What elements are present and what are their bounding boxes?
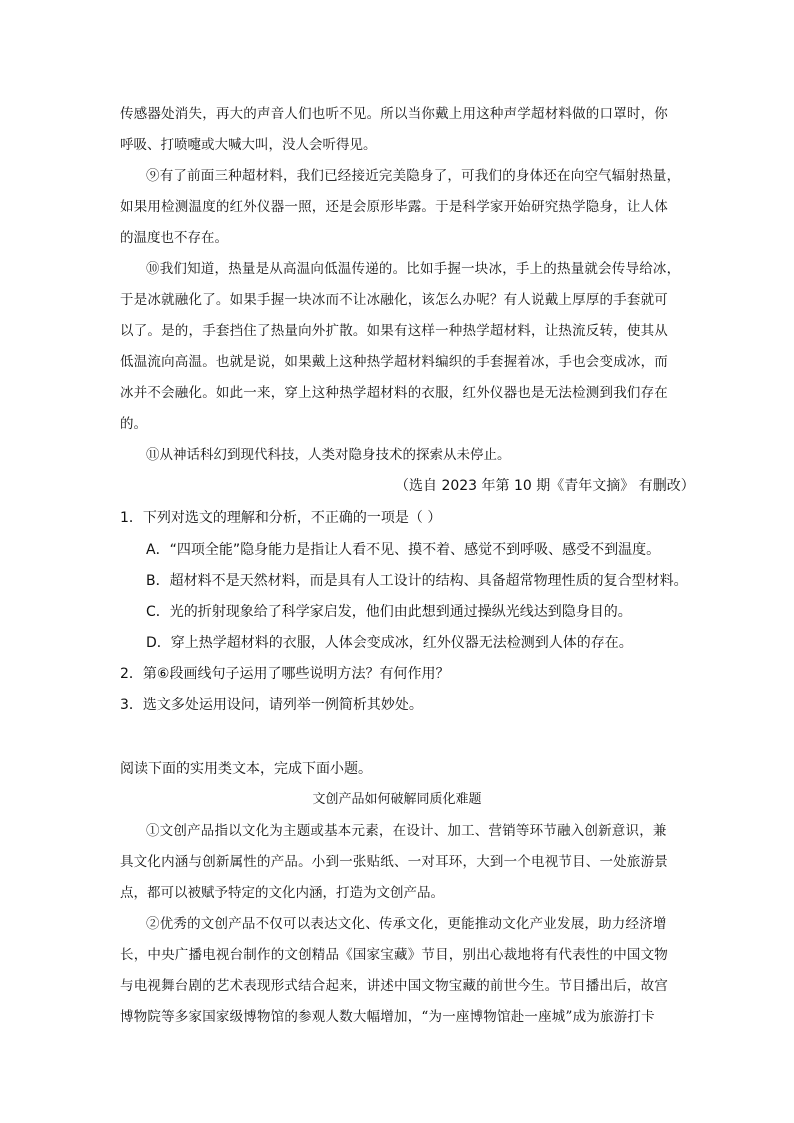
article-paragraph-2-line-3: 与电视舞台剧的艺术表现形式结合起来，讲述中国文物宝藏的前世今生。节目播出后，故宫 <box>120 978 668 994</box>
paragraph-10-line-3: 以了。是的，手套挡住了热量向外扩散。如果有这样一种热学超材料，让热流反转，使其从 <box>120 323 668 339</box>
paragraph-11-line-1: ⑪从神话科幻到现代科技，人类对隐身技术的探索从未停止。 <box>146 447 511 463</box>
source-citation: （选自 2023 年第 10 期《青年文摘》 有删改） <box>395 478 695 494</box>
section-2-intro: 阅读下面的实用类文本，完成下面小题。 <box>120 761 372 777</box>
question-1: 1．下列对选文的理解和分析，不正确的一项是（ ） <box>120 510 442 526</box>
question-2: 2．第⑥段画线句子运用了哪些说明方法？有何作用？ <box>120 666 450 682</box>
passage1-line-1: 传感器处消失，再大的声音人们也听不见。所以当你戴上用这种声学超材料做的口罩时，你 <box>120 106 668 122</box>
article-paragraph-2-line-1: ②优秀的文创产品不仅可以表达文化、传承文化，更能推动文化产业发展，助力经济增 <box>146 916 667 932</box>
paragraph-10-line-1: ⑩我们知道，热量是从高温向低温传递的。比如手握一块冰，手上的热量就会传导给冰， <box>146 261 681 277</box>
paragraph-10-line-4: 低温流向高温。也就是说，如果戴上这种热学超材料编织的手套握着冰，手也会变成冰，而 <box>120 354 668 370</box>
passage1-line-2: 呼吸、打喷嚏或大喊大叫，没人会听得见。 <box>120 137 377 153</box>
article-paragraph-2-line-4: 博物院等多家国家级博物馆的参观人数大幅增加，“为一座博物馆赴一座城”成为旅游打卡 <box>120 1009 655 1025</box>
paragraph-9-line-1: ⑨有了前面三种超材料，我们已经接近完美隐身了，可我们的身体还在向空气辐射热量， <box>146 168 681 184</box>
paragraph-9-line-3: 的温度也不存在。 <box>120 230 228 246</box>
article-paragraph-2-line-2: 长，中央广播电视台制作的文创精品《国家宝藏》节目，别出心裁地将有代表性的中国文物 <box>120 947 668 963</box>
article-paragraph-1-line-1: ①文创产品指以文化为主题或基本元素，在设计、加工、营销等环节融入创新意识，兼 <box>146 823 667 839</box>
question-1-option-a: A．“四项全能”隐身能力是指让人看不见、摸不着、感觉不到呼吸、感受不到温度。 <box>146 542 661 558</box>
question-3: 3．选文多处运用设问，请列举一例简析其妙处。 <box>120 697 423 713</box>
article-title: 文创产品如何破解同质化难题 <box>312 792 482 807</box>
paragraph-10-line-2: 于是冰就融化了。如果手握一块冰而不让冰融化，该怎么办呢？有人说戴上厚厚的手套就可 <box>120 292 668 308</box>
paragraph-9-line-2: 如果用检测温度的红外仪器一照，还是会原形毕露。于是科学家开始研究热学隐身，让人体 <box>120 199 668 215</box>
article-paragraph-1-line-3: 点，都可以被赋予特定的文化内涵，打造为文创产品。 <box>120 885 444 901</box>
question-1-option-b: B．超材料不是天然材料，而是具有人工设计的结构、具备超常物理性质的复合型材料。 <box>146 573 688 589</box>
question-1-option-d: D．穿上热学超材料的衣服，人体会变成冰，红外仪器无法检测到人体的存在。 <box>146 635 633 651</box>
paragraph-10-line-5: 冰并不会融化。如此一来，穿上这种热学超材料的衣服，红外仪器也是无法检测到我们存在 <box>120 385 668 401</box>
article-paragraph-1-line-2: 具文化内涵与创新属性的产品。小到一张贴纸、一对耳环，大到一个电视节目、一处旅游景 <box>120 854 668 870</box>
question-1-option-c: C．光的折射现象给了科学家启发，他们由此想到通过操纵光线达到隐身目的。 <box>146 604 632 620</box>
paragraph-10-line-6: 的。 <box>120 416 147 432</box>
